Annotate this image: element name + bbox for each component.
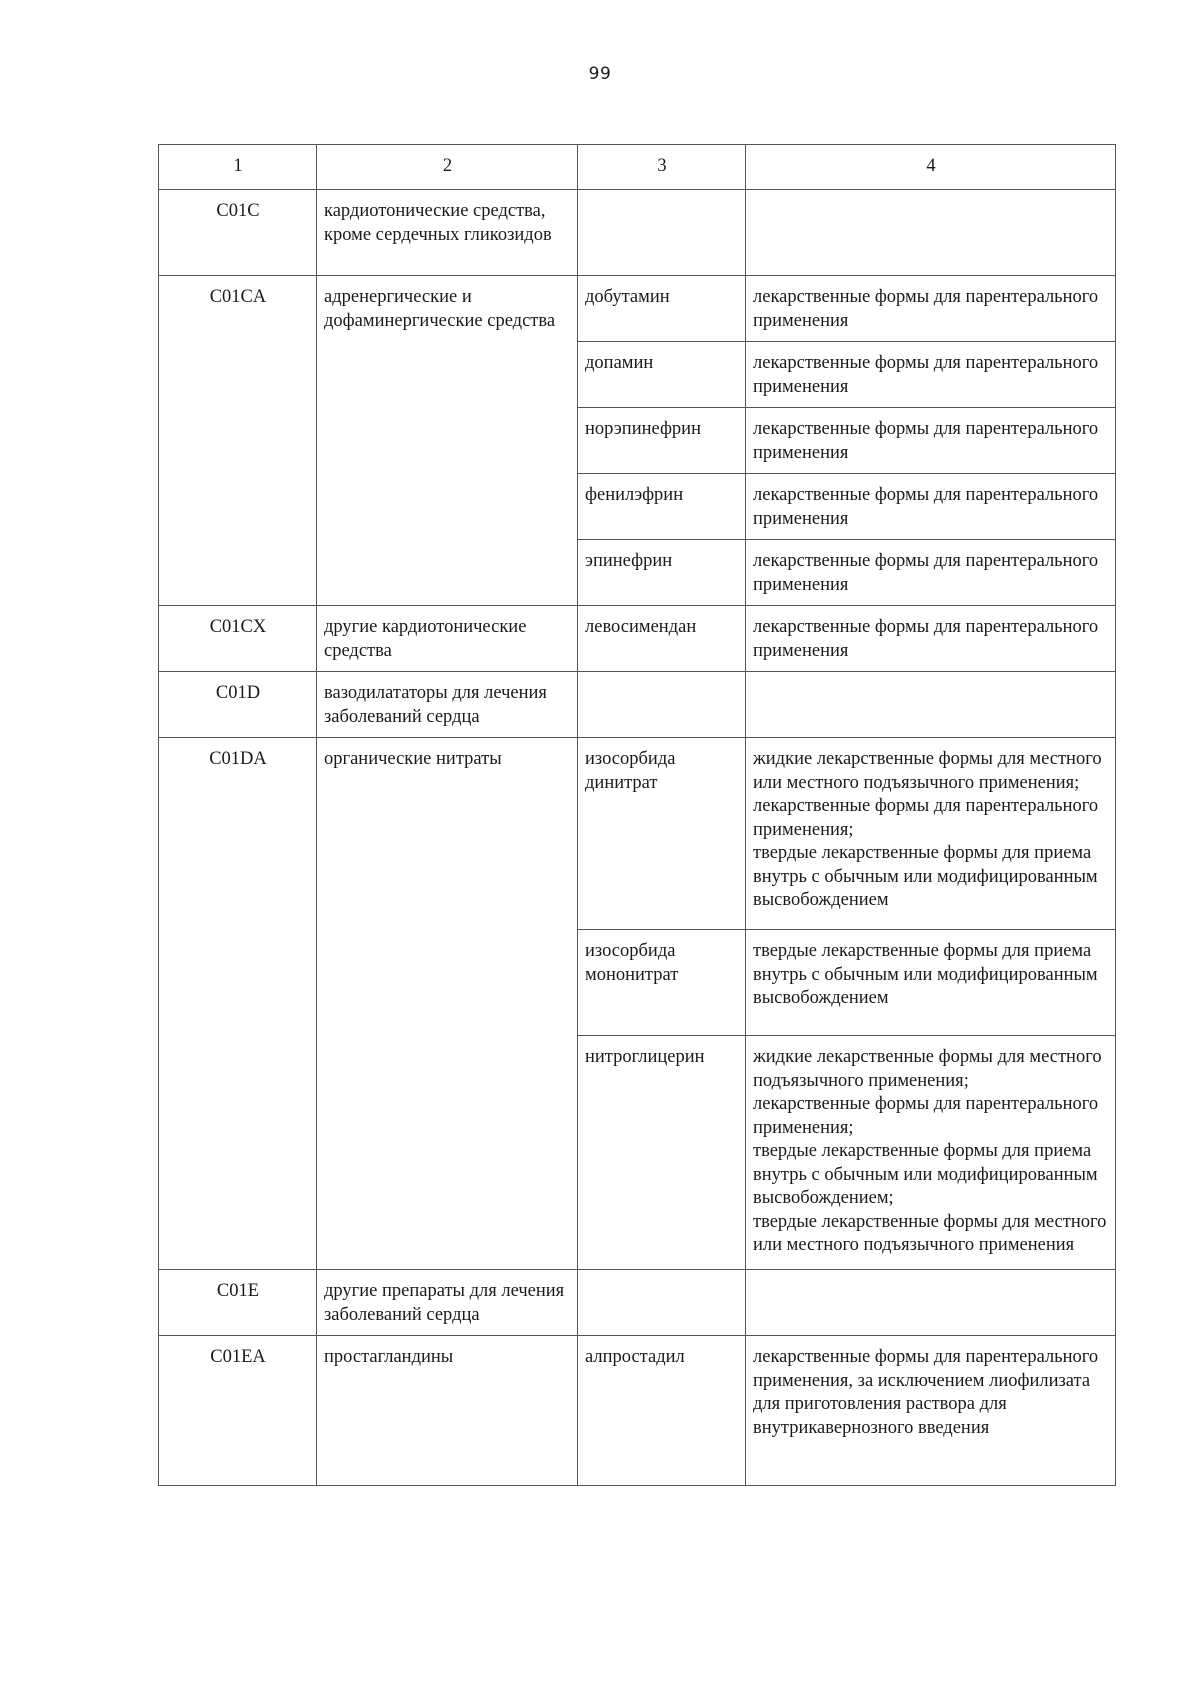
- drug-name-cell: допамин: [578, 342, 746, 408]
- group-name-cell: адренергические и дофаминергические средства: [317, 276, 578, 606]
- dosage-forms-cell: твердые лекарственные формы для приема внутрь с обычным или модифицированным высвобождением: [746, 930, 1116, 1036]
- dosage-forms-cell: лекарственные формы для парентерального применения: [746, 342, 1116, 408]
- dosage-forms-cell: лекарственные формы для парентерального применения, за исключением лиофилизата для приготовления раствора для внутрикавернозного введения: [746, 1336, 1116, 1486]
- dosage-forms-cell: [746, 190, 1116, 276]
- table-row: [159, 190, 1116, 276]
- dosage-forms-cell: [746, 672, 1116, 738]
- group-name-cell: другие кардиотонические средства: [317, 606, 578, 672]
- drug-name-cell: алпростадил: [578, 1336, 746, 1486]
- header-row: [159, 145, 1116, 190]
- dosage-forms-cell: жидкие лекарственные формы для местного подъязычного применения; лекарственные формы для парентерального применения; твердые лекарственные формы для приема внутрь с обычным или модифицированным высвобождением; твердые лекарственные формы для местного или местного подъязычного применения: [746, 1036, 1116, 1270]
- group-name-cell: кардиотонические средства, кроме сердечных гликозидов: [317, 190, 578, 276]
- table-row: [159, 738, 1116, 930]
- atc-code-cell: C01D: [159, 672, 317, 738]
- atc-code-cell: C01CA: [159, 276, 317, 606]
- dosage-forms-cell: лекарственные формы для парентерального применения: [746, 276, 1116, 342]
- drug-name-cell: [578, 1270, 746, 1336]
- table-row: [159, 672, 1116, 738]
- group-name-cell: вазодилататоры для лечения заболеваний сердца: [317, 672, 578, 738]
- drug-name-cell: фенилэфрин: [578, 474, 746, 540]
- group-name-cell: органические нитраты: [317, 738, 578, 1270]
- header-cell-2: 2: [317, 145, 578, 190]
- table-row: [159, 606, 1116, 672]
- table-body: [159, 145, 1116, 1486]
- drug-name-cell: нитроглицерин: [578, 1036, 746, 1270]
- dosage-forms-cell: лекарственные формы для парентерального применения: [746, 540, 1116, 606]
- header-cell-3: 3: [578, 145, 746, 190]
- table-row: [159, 276, 1116, 342]
- drug-table: [158, 144, 1116, 1486]
- header-cell-4: 4: [746, 145, 1116, 190]
- atc-code-cell: C01DA: [159, 738, 317, 1270]
- drug-name-cell: [578, 672, 746, 738]
- drug-name-cell: эпинефрин: [578, 540, 746, 606]
- table-row: [159, 1336, 1116, 1486]
- header-cell-1: 1: [159, 145, 317, 190]
- dosage-forms-cell: лекарственные формы для парентерального применения: [746, 408, 1116, 474]
- atc-code-cell: C01EA: [159, 1336, 317, 1486]
- atc-code-cell: C01E: [159, 1270, 317, 1336]
- drug-name-cell: левосимендан: [578, 606, 746, 672]
- atc-code-cell: C01C: [159, 190, 317, 276]
- drug-name-cell: изосорбида мононитрат: [578, 930, 746, 1036]
- group-name-cell: другие препараты для лечения заболеваний сердца: [317, 1270, 578, 1336]
- group-name-cell: простагландины: [317, 1336, 578, 1486]
- drug-name-cell: [578, 190, 746, 276]
- drug-name-cell: норэпинефрин: [578, 408, 746, 474]
- table-row: [159, 1270, 1116, 1336]
- dosage-forms-cell: лекарственные формы для парентерального применения: [746, 474, 1116, 540]
- dosage-forms-cell: жидкие лекарственные формы для местного или местного подъязычного применения; лекарственные формы для парентерального применения; твердые лекарственные формы для приема внутрь с обычным или модифицированным высвобождением: [746, 738, 1116, 930]
- drug-name-cell: добутамин: [578, 276, 746, 342]
- dosage-forms-cell: лекарственные формы для парентерального применения: [746, 606, 1116, 672]
- dosage-forms-cell: [746, 1270, 1116, 1336]
- atc-code-cell: C01CX: [159, 606, 317, 672]
- drug-name-cell: изосорбида динитрат: [578, 738, 746, 930]
- page-number: 99: [588, 64, 612, 84]
